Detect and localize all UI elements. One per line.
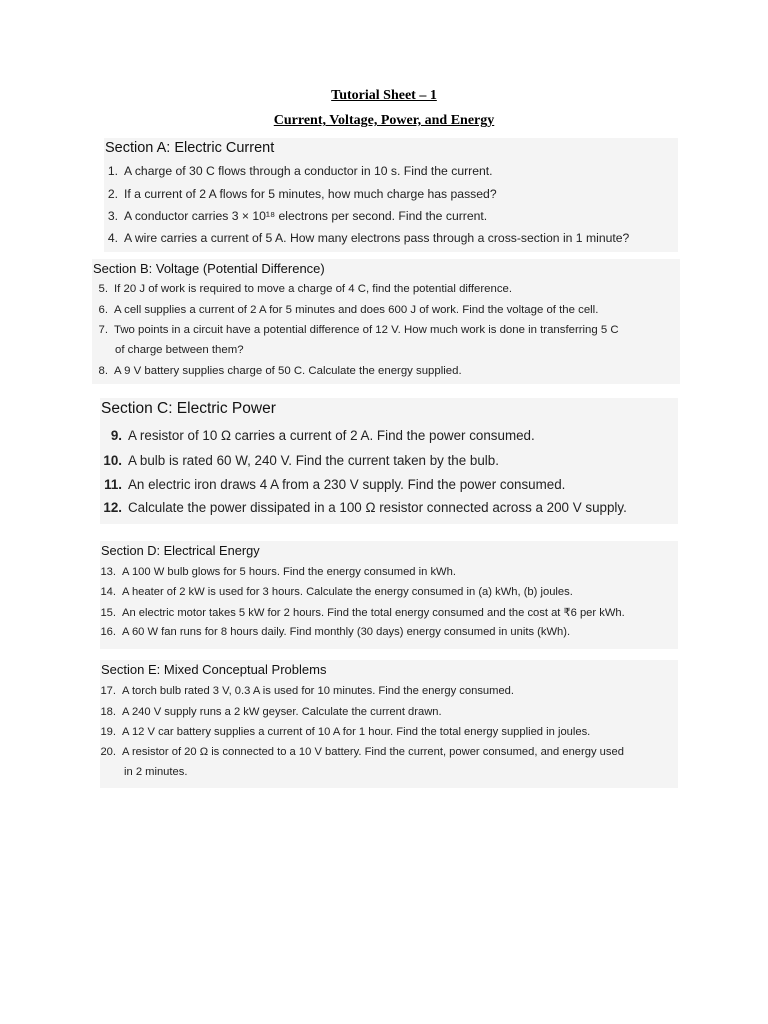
question-text: If a current of 2 A flows for 5 minutes, how much charge has passed?: [124, 187, 497, 201]
question-number: 15.: [100, 607, 116, 619]
question-text: A wire carries a current of 5 A. How many electrons pass through a cross-section in 1 minute?: [124, 231, 630, 245]
question-item: [100, 606, 625, 619]
question-text: A 60 W fan runs for 8 hours daily. Find monthly (30 days) energy consumed in units (kWh).: [122, 626, 571, 638]
question-text: A resistor of 20 Ω is connected to a 10 V battery. Find the current, power consumed, and energy used: [122, 746, 624, 758]
question-number: 5.: [98, 283, 108, 295]
section-heading: Section C: Electric Power: [101, 400, 276, 417]
question-text: A conductor carries 3 × 10¹⁸ electrons per second. Find the current.: [124, 209, 488, 223]
section-b-voltage: [92, 259, 680, 384]
question-number: 2.: [107, 187, 118, 201]
question-item: [100, 685, 514, 697]
question-text: A bulb is rated 60 W, 240 V. Find the current taken by the bulb.: [128, 453, 499, 468]
question-item: [100, 626, 570, 638]
question-item: [100, 746, 624, 758]
question-number: 9.: [110, 428, 122, 443]
question-text: A cell supplies a current of 2 A for 5 minutes and does 600 J of work. Find the voltage of the cell.: [114, 304, 599, 316]
section-a-electric-current: [104, 138, 678, 252]
question-number: 3.: [107, 209, 118, 223]
question-item: [100, 566, 456, 578]
question-number: 18.: [100, 706, 116, 718]
section-e-mixed-problems: [100, 660, 678, 788]
question-text: A 100 W bulb glows for 5 hours. Find the energy consumed in kWh.: [122, 566, 456, 578]
question-text: An electric motor takes 5 kW for 2 hours. Find the total energy consumed and the cost at ₹6 per kWh.: [122, 607, 625, 619]
question-number: 10.: [103, 453, 122, 468]
question-number: 19.: [100, 726, 116, 738]
question-number: 8.: [98, 365, 108, 377]
question-item: [98, 283, 512, 295]
question-number: 12.: [103, 500, 122, 515]
question-item: [98, 324, 619, 336]
question-text: A 9 V battery supplies charge of 50 C. Calculate the energy supplied.: [114, 365, 462, 377]
question-item: [98, 365, 462, 377]
question-text: A 240 V supply runs a 2 kW geyser. Calculate the current drawn.: [122, 706, 442, 718]
question-number: 4.: [107, 231, 118, 245]
question-item: [98, 304, 598, 316]
question-item: [100, 428, 535, 443]
question-number: 16.: [100, 626, 116, 638]
question-number: 1.: [107, 164, 118, 178]
question-text: A torch bulb rated 3 V, 0.3 A is used for 10 minutes. Find the energy consumed.: [122, 685, 515, 697]
section-heading: Section E: Mixed Conceptual Problems: [101, 662, 327, 677]
question-number: 7.: [98, 324, 108, 336]
section-c-electric-power: [100, 398, 678, 524]
question-item: [100, 477, 565, 492]
question-item: [100, 586, 573, 598]
section-heading: Section A: Electric Current: [105, 140, 275, 156]
question-number: 20.: [100, 746, 116, 758]
question-item: [104, 231, 629, 245]
question-text-continuation: in 2 minutes.: [124, 766, 188, 778]
question-item: [104, 209, 487, 223]
question-number: 17.: [100, 685, 116, 697]
question-item: [100, 706, 442, 718]
question-number: 13.: [100, 566, 116, 578]
question-item: [100, 500, 627, 515]
question-text: Calculate the power dissipated in a 100 Ω resistor connected across a 200 V supply.: [128, 500, 627, 515]
section-heading: Section B: Voltage (Potential Difference): [93, 261, 325, 276]
document-title: Tutorial Sheet – 1: [331, 88, 437, 103]
document-subtitle: Current, Voltage, Power, and Energy: [273, 113, 495, 128]
question-text: Two points in a circuit have a potential difference of 12 V. How much work is done in transferring 5 C: [114, 324, 619, 336]
question-item: [104, 187, 497, 201]
question-text: An electric iron draws 4 A from a 230 V supply. Find the power consumed.: [128, 477, 566, 492]
question-text-continuation: of charge between them?: [115, 344, 244, 356]
question-item: [100, 453, 499, 468]
question-text: If 20 J of work is required to move a charge of 4 C, find the potential difference.: [114, 283, 513, 295]
question-text: A resistor of 10 Ω carries a current of 2 A. Find the power consumed.: [128, 428, 535, 443]
question-text: A charge of 30 C flows through a conductor in 10 s. Find the current.: [124, 164, 493, 178]
section-d-electrical-energy: [100, 541, 678, 649]
section-heading: Section D: Electrical Energy: [101, 543, 260, 558]
question-item: [100, 726, 590, 738]
question-number: 6.: [98, 304, 108, 316]
question-number: 14.: [100, 586, 116, 598]
question-item: [104, 164, 493, 178]
question-number: 11.: [104, 477, 122, 492]
question-text: A heater of 2 kW is used for 3 hours. Calculate the energy consumed in (a) kWh, (b) joules.: [122, 586, 573, 598]
question-text: A 12 V car battery supplies a current of 10 A for 1 hour. Find the total energy supplied in joules.: [122, 726, 591, 738]
